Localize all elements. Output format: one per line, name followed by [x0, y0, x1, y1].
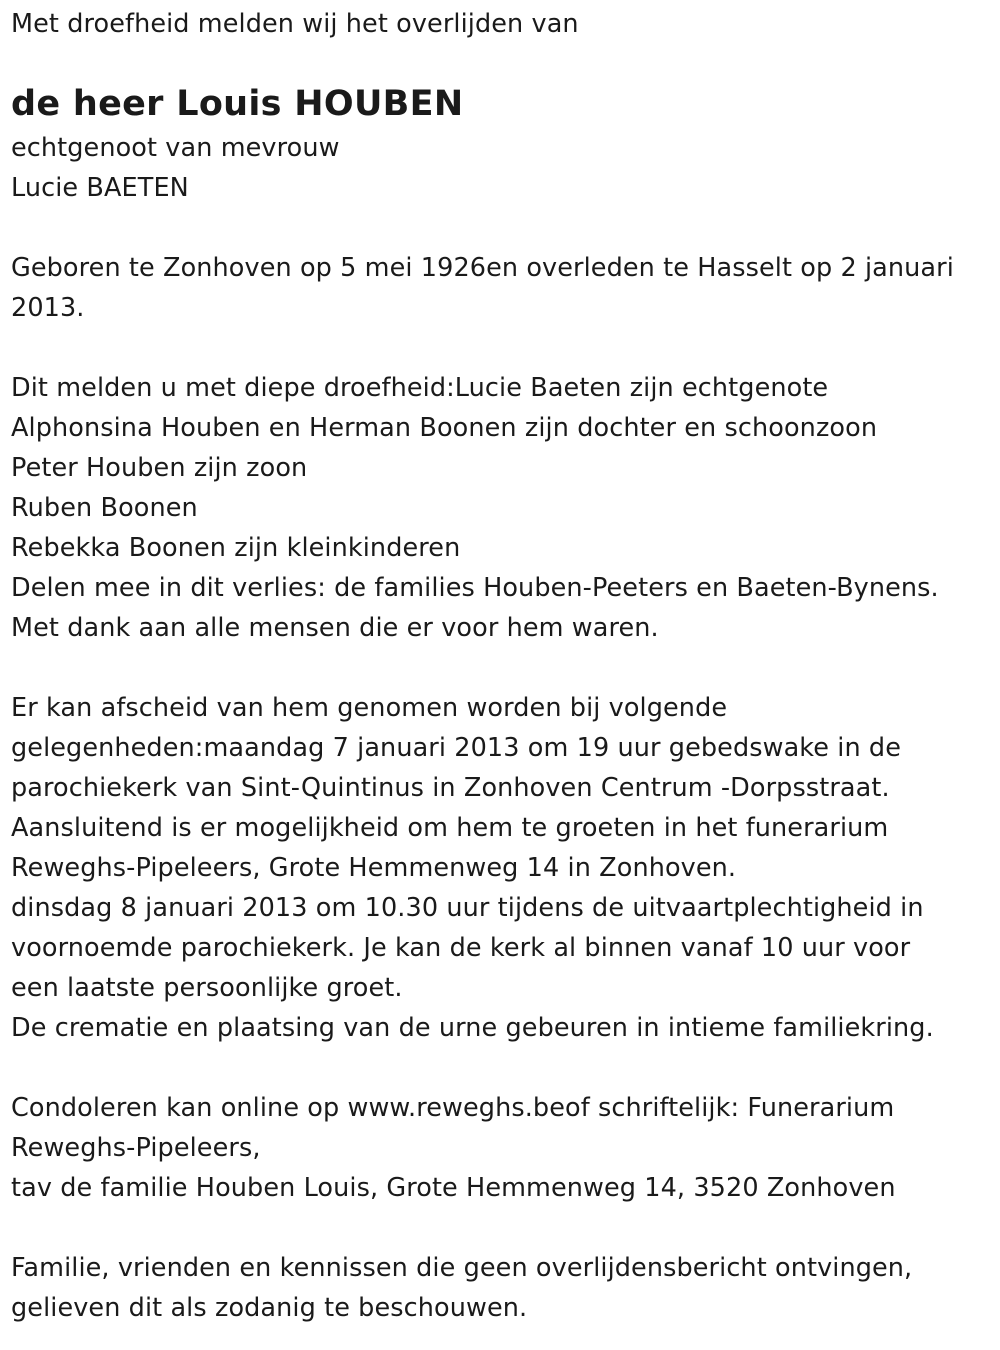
closing-line: gelieven dit als zodanig te beschouwen. [11, 1293, 528, 1323]
condolences-section [11, 1088, 991, 1208]
farewell-line: Aansluitend is er mogelijkheid om hem te groeten in het funerarium [11, 813, 889, 843]
obituary-notice [11, 4, 991, 1328]
closing-section [11, 1248, 991, 1328]
family-line: Alphonsina Houben en Herman Boonen zijn dochter en schoonzoon [11, 413, 878, 443]
spouse-line: Lucie BAETEN [11, 173, 189, 203]
farewell-line: parochiekerk van Sint-Quintinus in Zonhoven Centrum -Dorpsstraat. [11, 773, 890, 803]
farewell-line: voornoemde parochiekerk. Je kan de kerk al binnen vanaf 10 uur voor [11, 933, 911, 963]
intro-text: Met droefheid melden wij het overlijden van [11, 9, 579, 39]
spouse-line: echtgenoot van mevrouw [11, 133, 340, 163]
paragraph-gap [11, 1048, 991, 1088]
farewell-line: dinsdag 8 januari 2013 om 10.30 uur tijdens de uitvaartplechtigheid in [11, 893, 924, 923]
family-line: Ruben Boonen [11, 493, 198, 523]
farewell-line: De crematie en plaatsing van de urne gebeuren in intieme familiekring. [11, 1013, 934, 1043]
closing-line: Familie, vrienden en kennissen die geen overlijdensbericht ontvingen, [11, 1253, 913, 1283]
farewell-line: Er kan afscheid van hem genomen worden bij volgende [11, 693, 728, 723]
family-line: Delen mee in dit verlies: de families Houben-Peeters en Baeten-Bynens. [11, 573, 939, 603]
condolences-line: tav de familie Houben Louis, Grote Hemmenweg 14, 3520 Zonhoven [11, 1173, 896, 1203]
condolences-line: Condoleren kan online op www.reweghs.beof schriftelijk: Funerarium [11, 1093, 895, 1123]
farewell-line: Reweghs-Pipeleers, Grote Hemmenweg 14 in Zonhoven. [11, 853, 737, 883]
birth-death-line: Geboren te Zonhoven op 5 mei 1926en overleden te Hasselt op 2 januari [11, 253, 954, 283]
birth-death-line: 2013. [11, 293, 85, 323]
family-line: Met dank aan alle mensen die er voor hem waren. [11, 613, 659, 643]
paragraph-gap [11, 1208, 991, 1248]
family-line: Rebekka Boonen zijn kleinkinderen [11, 533, 461, 563]
paragraph-gap [11, 328, 991, 368]
birth-death-section [11, 248, 991, 328]
condolences-line: Reweghs-Pipeleers, [11, 1133, 261, 1163]
farewell-line: een laatste persoonlijke groet. [11, 973, 403, 1003]
deceased-name: de heer Louis HOUBEN [11, 84, 464, 124]
family-line: Dit melden u met diepe droefheid:Lucie Baeten zijn echtgenote [11, 373, 829, 403]
farewell-section [11, 688, 991, 1048]
family-section [11, 368, 991, 648]
paragraph-gap [11, 208, 991, 248]
paragraph-gap [11, 648, 991, 688]
family-line: Peter Houben zijn zoon [11, 453, 308, 483]
spouse-section [11, 128, 991, 208]
farewell-line: gelegenheden:maandag 7 januari 2013 om 19 uur gebedswake in de [11, 733, 901, 763]
